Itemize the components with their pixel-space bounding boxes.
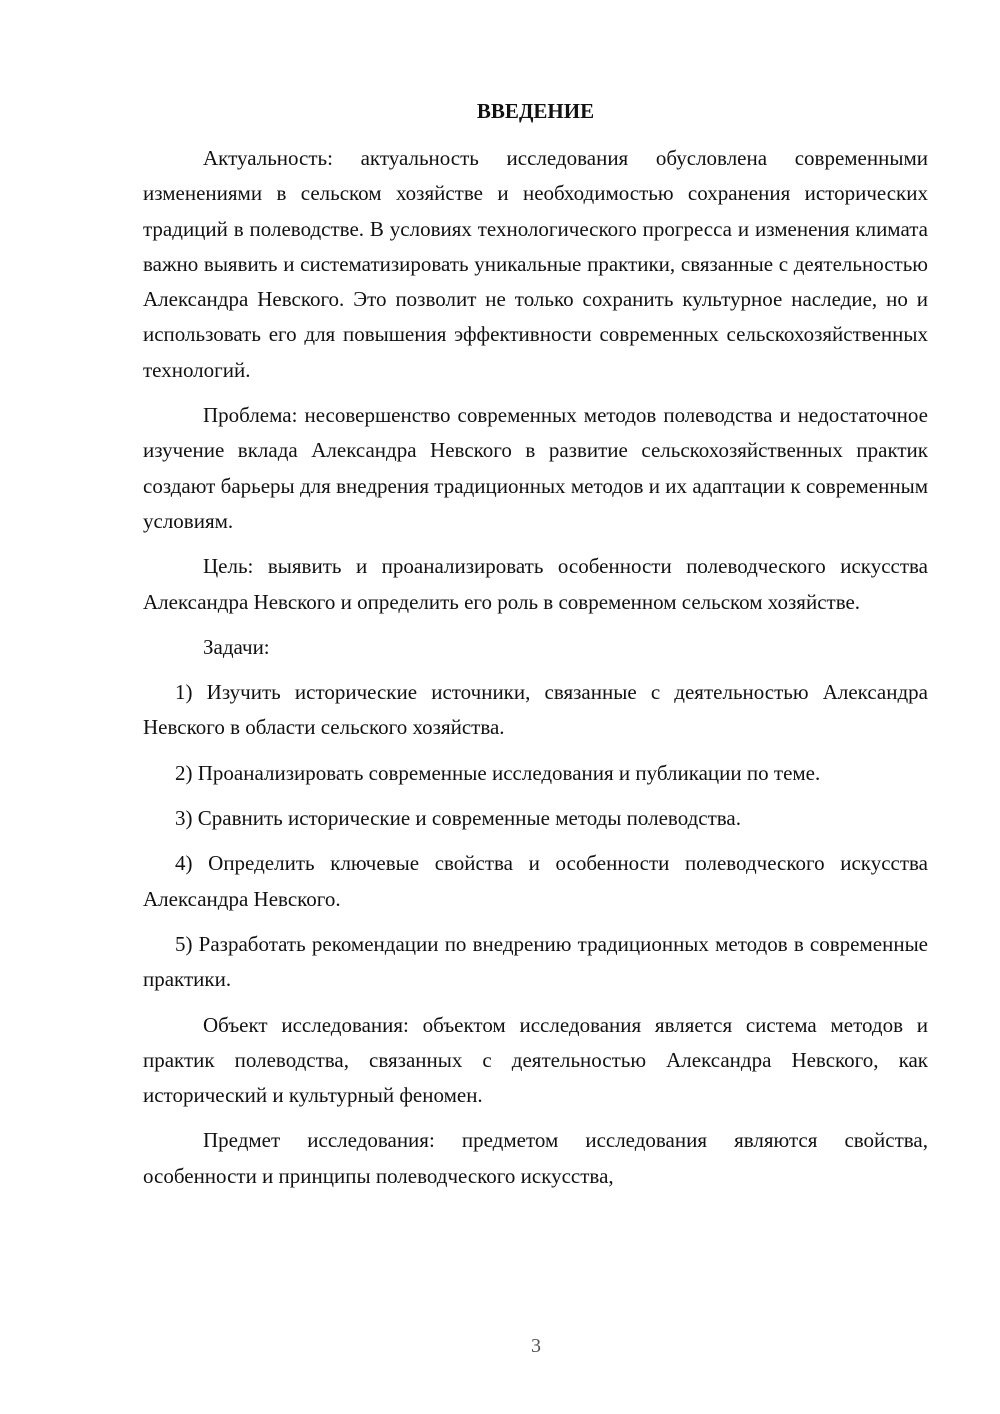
task-item: 5) Разработать рекомендации по внедрению традиционных методов в современные практики. <box>143 931 928 992</box>
paragraph-goal: Цель: выявить и проанализировать особенности полеводческого искусства Александра Невского и определить его роль в современном сельском хозяйстве. <box>143 554 928 614</box>
paragraph-subject: Предмет исследования: предметом исследования являются свойства, особенности и принципы полеводческого искусства, <box>143 1128 928 1188</box>
paragraph-tasks-heading: Задачи: <box>203 634 270 659</box>
page-content <box>143 94 928 1204</box>
paragraph-problem: Проблема: несовершенство современных методов полеводства и недостаточное изучение вклада Александра Невского в развитие сельскохозяйственных практик создают барьеры для внедрения традиционных методов и их адаптации к современным условиям. <box>143 403 928 533</box>
task-item: 3) Сравнить исторические и современные методы полеводства. <box>175 806 741 831</box>
task-item: 1) Изучить исторические источники, связанные с деятельностью Александра Невского в области сельского хозяйства. <box>143 680 928 740</box>
section-title: ВВЕДЕНИЕ <box>476 99 595 123</box>
page-number: 3 <box>531 1335 541 1357</box>
paragraph-object: Объект исследования: объектом исследования является система методов и практик полеводства, связанных с деятельностью Александра Невского, как исторический и культурный феномен. <box>143 1012 928 1108</box>
task-item: 2) Проанализировать современные исследования и публикации по теме. <box>175 760 821 785</box>
task-item: 4) Определить ключевые свойства и особенности полеводческого искусства Александра Невского. <box>143 851 928 911</box>
paragraph-relevance: Актуальность: актуальность исследования обусловлена современными изменениями в сельском хозяйстве и необходимостью сохранения исторических традиций в полеводстве. В условиях технологического прогресса и изменения климата важно выявить и систематизировать уникальные практики, связанные с деятельностью Александра Невского. Это позволит не только сохранить культурное наследие, но и использовать его для повышения эффективности современных сельскохозяйственных технологий. <box>143 146 928 382</box>
